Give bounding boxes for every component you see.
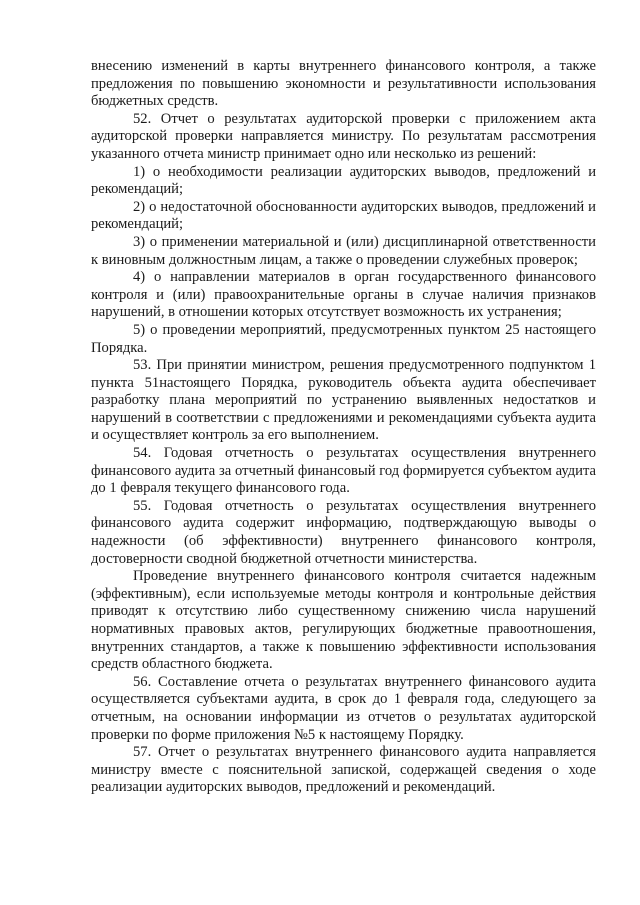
paragraph-continuation: внесению изменений в карты внутреннего финансового контроля, а также предложения по повышению экономности и результативности использования бюджетных средств. (91, 58, 596, 110)
paragraph-54: 54. Годовая отчетность о результатах осуществления внутреннего финансового аудита за отчетный финансовый год формируется субъектом аудита до 1 февраля текущего финансового года. (91, 445, 596, 497)
paragraph-56: 56. Составление отчета о результатах внутреннего финансового аудита осуществляется субъектами аудита, в срок до 1 февраля года, следующего за отчетным, на основании информации из отчетов о результатах аудиторской проверки по форме приложения №5 к настоящему Порядку. (91, 673, 596, 743)
paragraph-55-note: Проведение внутреннего финансового контроля считается надежным (эффективным), если используемые методы контроля и контрольные действия приводят к отсутствию либо существенному снижению числа нарушений нормативных правовых актов, регулирующих бюджетные правоотношения, внутренних стандартов, а также к повышению эффективности использования средств областного бюджета. (91, 568, 596, 673)
paragraph-53: 53. При принятии министром, решения предусмотренного подпунктом 1 пункта 51настоящего Порядка, руководитель объекта аудита обеспечивает разработку плана мероприятий по устранению выявленных недостатков и нарушений в соответствии с предложениями и рекомендациями субъекта аудита и осуществляет контроль за его выполнением. (91, 357, 596, 444)
paragraph-55: 55. Годовая отчетность о результатах осуществления внутреннего финансового аудита содержит информацию, подтверждающую выводы о надежности (об эффективности) внутреннего финансового контроля, достоверности сводной бюджетной отчетности министерства. (91, 497, 596, 567)
list-item-4: 4) о направлении материалов в орган государственного финансового контроля и (или) правоохранительные органы в случае наличия признаков нарушений, в отношении которых отсутствует возможность их устранения; (91, 269, 596, 321)
document-body (91, 58, 596, 797)
list-item-2: 2) о недостаточной обоснованности аудиторских выводов, предложений и рекомендаций; (91, 198, 596, 233)
list-item-5: 5) о проведении мероприятий, предусмотренных пунктом 25 настоящего Порядка. (91, 321, 596, 356)
list-item-1: 1) о необходимости реализации аудиторских выводов, предложений и рекомендаций; (91, 163, 596, 198)
paragraph-57: 57. Отчет о результатах внутреннего финансового аудита направляется министру вместе с пояснительной запиской, содержащей сведения о ходе реализации аудиторских выводов, предложений и рекомендаций. (91, 744, 596, 796)
paragraph-52: 52. Отчет о результатах аудиторской проверки с приложением акта аудиторской проверки направляется министру. По результатам рассмотрения указанного отчета министр принимает одно или несколько из решений: (91, 110, 596, 162)
list-item-3: 3) о применении материальной и (или) дисциплинарной ответственности к виновным должностным лицам, а также о проведении служебных проверок; (91, 233, 596, 268)
